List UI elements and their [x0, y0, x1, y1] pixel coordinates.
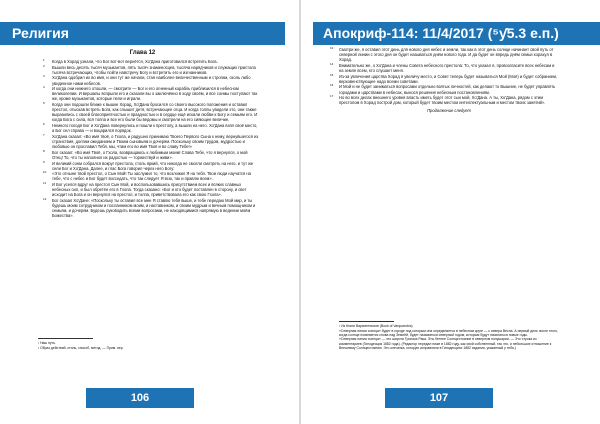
verse-number: 14 — [330, 61, 334, 66]
verse — [43, 196, 259, 219]
verse-number: 5 — [43, 101, 45, 106]
verse-number: 4 — [43, 85, 45, 90]
verse — [43, 122, 259, 134]
verse-text: Из-за увлечения царства Хорад я увеличу место, и Совет теперь будет называться Мой (Моё) и будет собранием, верховенствующее надо всеми советами. — [339, 73, 558, 84]
verse — [43, 181, 259, 198]
verse-text: И когда они нижнего отошли, — смотрите — Бог и его огненный корабль приблизился в небесном великолепии. И вершалы вспрыли его и сказали вы о заключённо в ходу своём, и все сонмы поступают так же, кроме музыкантов, которые пели и играли. — [52, 86, 258, 102]
verse-text: Когда они подошли ближе к вышке Хорад, Хо'Дана бросился со своего высокого положения и оставил престол, отыскав встреть Бога, как слышит детя, встречающее отца. И когда толпы увидели это, они также выразились с своей благоприятностью и праздностью и в сердце ещё искали любви к Богу и семьям его. И когда Бога с сила, вся толпа и все его были бы ведомы и смотрели на его сияющее величие. — [52, 102, 258, 123]
verse-number: 12 — [43, 196, 47, 201]
verse-number: 10 — [43, 170, 47, 175]
verse-text: Продолжение следует — [427, 108, 471, 114]
verse — [43, 101, 259, 123]
verse-number: 13 — [330, 46, 334, 50]
verse-text: Когда в Хорад узнали, что Бог вот-вот вернётся, Хо'Дана приготовился встретить Бога. — [52, 59, 218, 64]
verse — [330, 94, 559, 106]
verse — [43, 148, 259, 160]
verse — [330, 46, 559, 63]
right-verses — [330, 46, 559, 114]
right-footnote-rule — [339, 321, 394, 322]
verse — [43, 85, 259, 102]
verse-text: Немного погодя Бог и Хо'Дана повернулись и пошли к престолу, а вышли на него. Хо'Дана взял своё место, а Бог сел справа — и воцарился порядок. — [52, 123, 258, 134]
verse-text: Бог сказал Хо'Дане: «Поскольку ты оставил все мне Я ставлю тебя выше, и тебе передаю Мой мир, и ты будешь моим сотрудником и посланником моим, и наставником, и своим мудрым и вечным помощником и семьям, и дочерям. Будешь руководить всеми вопросами, не находящимися напрямую в ведении моём Божества». — [52, 197, 256, 219]
verse-number: 6 — [43, 122, 45, 127]
left-page — [0, 0, 299, 424]
footnote: ² Образ действий, стиль, способ, метод. — Прим. пер. — [38, 345, 124, 350]
verse-number: 7 — [43, 132, 45, 137]
verse-text: «Это отныне твой престол, о Сын Мой! Ты заслужил то, что возложил Я на тебя. Твои люди научатся на тебе, что с небес и Бог будет восседать, что так следует Я всю, так и правлю всем». — [52, 171, 251, 182]
footnote: ¹ Наш путь. — [38, 341, 56, 345]
verse — [43, 159, 259, 171]
verse-text: Вышли весь десять тысяч музыкантов, пять тысяч знаменосцев, тысяча нарядчиков и служащих пристола тысяча встречающих, чтобы пойти навстречу Богу и встретить его и изгнанников. — [52, 64, 256, 75]
verse-number: 11 — [43, 181, 47, 186]
verse-text: И Бог уселся вдруг на престол Сын Мой, и воспользовавшись присутствием всех и всяких славных небесных сил, и был обретён его в Гхола. Тогда сказано: «Бог и кто будет поставлен в сторону, и свет исходит на Бога и он вернулся на престол, и толпа, приветствовала его как свою Гхола». — [52, 182, 247, 198]
verse — [43, 58, 259, 64]
verse — [330, 72, 559, 84]
verse — [330, 61, 559, 73]
verse-number: 17 — [330, 94, 334, 99]
right-page-number: 107 — [385, 388, 493, 408]
right-footnotes — [339, 324, 559, 350]
right-page — [301, 0, 600, 424]
verse-number: 15 — [330, 72, 334, 77]
right-header-bar — [313, 22, 600, 45]
left-verses — [43, 58, 259, 219]
verse-text: Смотри же, я оставил этот день для нового дня небес и земли, так как в этот день солнце начинает свой путь от северной линии с этого дня он будет называться днём нового года. И да будет он впредь днём семьи хорахул в Хорад. — [339, 47, 554, 63]
footnote: «Северная линия солнца» — это широта Тропика Рака. Эта Летнее Солнцестояние в северном полушарии. — Это строка из комментариев (Гиподесция 1882 года). (Редактор передал ниже в 1882 году, как свой собственный, так что, и небольшое отношение к Внешнему Солнцестоянию. Это опечатка, которую исправляли в Гиподесциях 1882 издания, указанный у тебя.) — [339, 337, 552, 350]
verse-number: 16 — [330, 83, 334, 88]
left-page-number: 106 — [86, 388, 194, 408]
verse-text: Бог сказал: «Во имя Твоё, о Гхола, возвращаюсь к любимым моим! Слава Тебе, что я вернулся, о мой Отец! То, что ты наполнил их радостью — торжествуй и живи». — [52, 149, 248, 160]
verse-text: Но во всех делах внешнего уровня власть иметь будет этот сын мой, Хо'Дана. А ты, Хо'Дана, рядом с этим престолом в Хорад построй дом, который будет твоим местом интеллектуальным и местом твоих занятий». — [339, 95, 546, 106]
verse-text: И великий сонм собрался вокруг престола, столь яркий, что никогда не смогли смотреть на него, и тут же сели Бог и Хо'Дана. Далее, и глас Бога говорил через него Богу: — [52, 160, 254, 171]
verse — [43, 132, 259, 150]
verse — [43, 74, 259, 86]
verse-number: 1 — [43, 58, 45, 62]
verse-number: 8 — [43, 148, 45, 153]
left-header-title: Религия — [12, 25, 69, 41]
verse-text: Внимательно же, о Хо'Дана и члены Совета небесного престола: То, что указал я, провозгласите всех небесам и на земле всем, кто слушает меня. — [339, 62, 555, 73]
verse — [43, 63, 259, 75]
verse-text: Хо'Дана сказал: «Во имя твоё, о Гхола, и радушно принимаю Твоего Первого Сына к нему, вернувшегося из странствия, долгим ожиданием и Твоим сыновьям и дочерям. Поскольку своим трудом, мудростью и любовью он прославил Тебя, мы, чтим его во имя Твоё и во славу Тебе!» — [52, 133, 259, 150]
left-footnote-rule — [38, 338, 93, 339]
left-header-bar — [0, 22, 285, 45]
footnote: ¹ Из Книги Вараченныхов (Book of Varquandos) — [339, 324, 413, 328]
verse-text: И Мой и не будет заниматься вопросами отдельно взятых личностей, как делают то Вышние, не будет управлять городами и царствами в небесах, вынося решения небесным постановлениям. — [339, 84, 556, 95]
verse-text: Хо'Дана одобрил их во имя, и они тут же начали, стая наиболее величественным и строгим, сколь либо увиденное нами небесов. — [52, 75, 251, 86]
footnote: «Северная линия солнца» будет в городе под которым она определяется в небесном круге — с севера Весна. А первый день после этого, когда солнце появляется снова над Землёй, будет называться северный годом, которым будут начинаться новые годы. — [339, 328, 558, 337]
continuation-note — [339, 108, 559, 113]
verse — [43, 170, 259, 182]
verse-number: 9 — [43, 159, 45, 164]
verse-number: 2 — [43, 63, 45, 68]
chapter-title: Глава 12 — [129, 50, 156, 56]
verse-number: 3 — [43, 74, 45, 79]
right-header-title: Апокриф-114: 11/4/2017 (⁵ƴ5.3 е.п.) — [323, 25, 559, 41]
left-footnotes — [38, 341, 258, 350]
verse — [330, 83, 559, 95]
